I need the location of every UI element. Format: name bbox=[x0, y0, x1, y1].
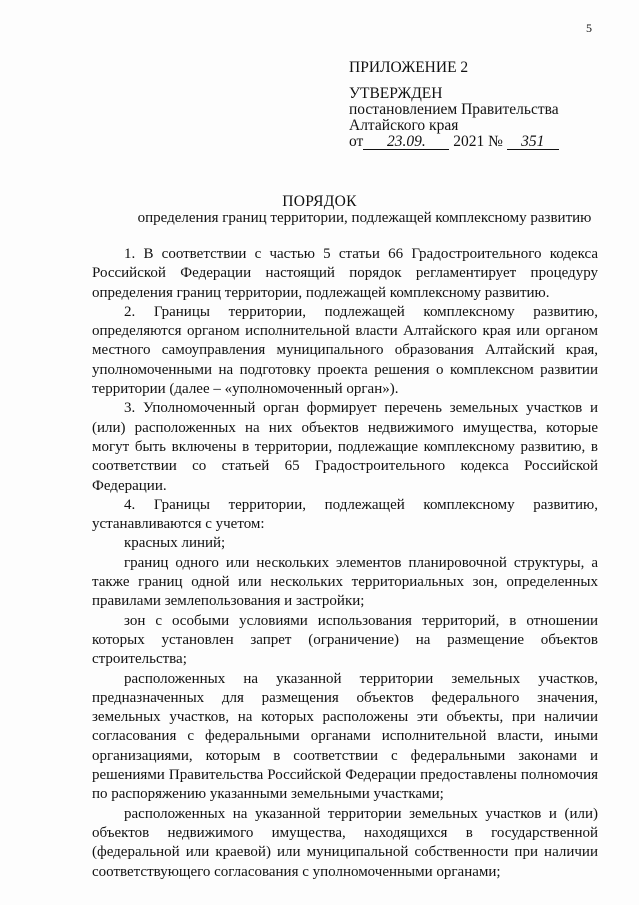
page-number: 5 bbox=[586, 21, 592, 35]
approval-block bbox=[349, 60, 559, 150]
approved-by-line2: Алтайского края bbox=[349, 117, 459, 134]
list-item-special-zones: зон с особыми условиями использования территорий, в отношении которых установлен запрет (ограничение) на размещение объектов строительства; bbox=[92, 612, 598, 668]
document-title: ПОРЯДОК bbox=[282, 193, 357, 210]
list-item-planning-boundaries: границ одного или нескольких элементов планировочной структуры, а также границ одной или нескольких территориальных зон, определенных правилами землепользования и застройки; bbox=[92, 554, 598, 610]
year-text: 2021 № bbox=[453, 133, 503, 150]
document-subtitle: определения границ территории, подлежащей комплексному развитию bbox=[137, 210, 592, 226]
paragraph-1: 1. В соответствии с частью 5 статьи 66 Градостроительного кодекса Российской Федерации настоящий порядок регламентирует процедуру определения границ территории, подлежащей комплексному развитию. bbox=[92, 246, 598, 301]
list-item-red-lines: красных линий; bbox=[124, 535, 226, 552]
decree-number: 351 bbox=[507, 134, 559, 150]
approved-label: УТВЕРЖДЕН bbox=[349, 85, 443, 102]
approved-by-line1: постановлением Правительства bbox=[349, 101, 559, 118]
list-item-federal-plots: расположенных на указанной территории земельных участков, предназначенных для размещения объектов федерального значения, земельных участков, на которых расположены эти объекты, при наличии согласования с федеральными органами исполнительной власти, иными организациями, которым в соответствии с федеральными законами и решениями Правительства Российской Федерации предоставлены полномочия по распоряжению указанными земельными участками; bbox=[92, 670, 598, 803]
date-value: 23.09. bbox=[363, 134, 449, 150]
paragraph-4: 4. Границы территории, подлежащей комплексному развитию, устанавливаются с учетом: bbox=[92, 496, 598, 533]
approval-date-line bbox=[349, 134, 559, 150]
date-prefix: от bbox=[349, 133, 364, 150]
paragraph-2: 2. Границы территории, подлежащей комплексному развитию, определяются органом исполнительной власти Алтайского края или органом местного самоуправления муниципального образования Алтайский края, уполномоченными на подготовку проекта решения о комплексном развитии территории (далее – «уполномоченный орган»). bbox=[92, 303, 598, 398]
paragraph-3: 3. Уполномоченный орган формирует перечень земельных участков и (или) расположенных на них объектов недвижимого имущества, которые могут быть включены в территории, подлежащие комплексному развитию, в соответствии со статьей 65 Градостроительного кодекса Российской Федерации. bbox=[92, 400, 598, 494]
document-body bbox=[92, 245, 598, 882]
list-item-state-property: расположенных на указанной территории земельных участков и (или) объектов недвижимого имущества, находящихся в государственной (федеральной или краевой) или муниципальной собственности при наличии соответствующего согласования с уполномоченными органами; bbox=[92, 805, 598, 880]
appendix-label: ПРИЛОЖЕНИЕ 2 bbox=[349, 59, 469, 76]
